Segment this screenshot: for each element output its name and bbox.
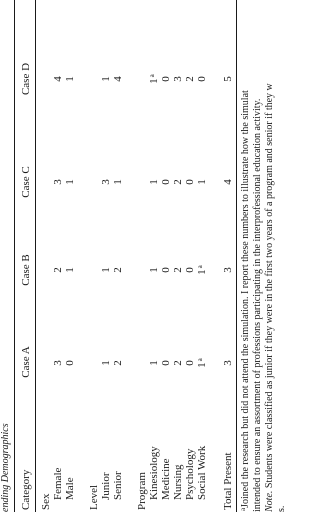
- footnote-marker: a: [196, 265, 204, 269]
- cell-nursing-b: 2: [172, 267, 184, 273]
- cell-female-a: 3: [52, 360, 64, 366]
- cell-female-b: 2: [52, 267, 64, 273]
- header-case-b: Case B: [20, 254, 32, 286]
- cell-social-work-a-value: 1: [196, 362, 208, 368]
- cell-female-c: 3: [52, 179, 64, 185]
- note-text: Students were classified as junior if they were in the first two years of a program and senior if they w: [264, 83, 275, 491]
- cell-junior-b: 1: [100, 267, 112, 273]
- cell-kinesiology-c: 1: [148, 179, 160, 185]
- row-label-social-work: Social Work: [196, 445, 208, 500]
- bottom-rule: [236, 0, 237, 512]
- header-rule: [35, 0, 36, 512]
- row-label-psychology: Psychology: [184, 448, 196, 500]
- cell-psychology-a: 0: [184, 360, 196, 366]
- cell-medicine-b: 0: [160, 267, 172, 273]
- footnote-a-marker: a: [239, 507, 247, 511]
- cell-social-work-c: 1: [196, 179, 208, 185]
- row-label-medicine: Medicine: [160, 458, 172, 500]
- footnote-a-continued: intended to ensure an assortment of professions participating in the interprofessional education activity.: [252, 98, 263, 512]
- cell-junior-d: 1: [100, 76, 112, 82]
- cell-senior-b: 2: [112, 267, 124, 273]
- cell-psychology-b: 0: [184, 267, 196, 273]
- cell-psychology-d: 2: [184, 76, 196, 82]
- table-note-continued: s.: [276, 505, 287, 512]
- cell-male-a: 0: [64, 360, 76, 366]
- cell-total-a: 3: [222, 360, 234, 366]
- cell-kinesiology-b: 1: [148, 267, 160, 273]
- cell-psychology-c: 0: [184, 179, 196, 185]
- footnote-a: [240, 90, 251, 512]
- cell-kinesiology-a: 1: [148, 360, 160, 366]
- cell-social-work-b: [196, 255, 208, 285]
- cell-nursing-a: 2: [172, 360, 184, 366]
- table-note: [264, 83, 275, 512]
- cell-junior-a: 1: [100, 360, 112, 366]
- header-case-c: Case C: [20, 166, 32, 198]
- row-label-male: Male: [64, 477, 76, 500]
- footnote-marker: a: [148, 74, 156, 78]
- section-title-program: Program: [136, 472, 148, 510]
- cell-kinesiology-d: [148, 64, 160, 94]
- cell-junior-c: 3: [100, 179, 112, 185]
- cell-nursing-d: 3: [172, 76, 184, 82]
- cell-male-b: 1: [64, 267, 76, 273]
- row-label-junior: Junior: [100, 472, 112, 500]
- section-title-sex: Sex: [40, 493, 52, 510]
- cell-nursing-c: 2: [172, 179, 184, 185]
- note-label: Note.: [264, 490, 275, 512]
- footnote-a-text: Joined the research but did not attend the simulation. I report these numbers to illustrate how the simulat: [240, 90, 251, 508]
- row-label-kinesiology: Kinesiology: [148, 446, 160, 500]
- cell-male-c: 1: [64, 179, 76, 185]
- footnote-marker: a: [196, 358, 204, 362]
- table-caption: ending Demographics: [0, 423, 11, 512]
- cell-social-work-d: 0: [196, 76, 208, 82]
- cell-male-d: 1: [64, 76, 76, 82]
- cell-social-work-a: [196, 348, 208, 378]
- row-label-total-present: Total Present: [222, 452, 234, 510]
- cell-senior-c: 1: [112, 179, 124, 185]
- section-title-level: Level: [88, 484, 100, 510]
- header-category: Category: [20, 469, 32, 510]
- row-label-nursing: Nursing: [172, 464, 184, 500]
- cell-medicine-a: 0: [160, 360, 172, 366]
- cell-senior-d: 4: [112, 76, 124, 82]
- cell-total-d: 5: [222, 76, 234, 82]
- cell-social-work-b-value: 1: [196, 269, 208, 275]
- cell-medicine-d: 0: [160, 76, 172, 82]
- cell-total-b: 3: [222, 267, 234, 273]
- cell-kinesiology-d-value: 1: [148, 78, 160, 84]
- header-case-a: Case A: [20, 346, 32, 378]
- cell-medicine-c: 0: [160, 179, 172, 185]
- row-label-female: Female: [52, 467, 64, 500]
- cell-total-c: 4: [222, 179, 234, 185]
- cell-female-d: 4: [52, 76, 64, 82]
- top-rule: [14, 0, 15, 512]
- cell-senior-a: 2: [112, 360, 124, 366]
- header-case-d: Case D: [20, 62, 32, 96]
- row-label-senior: Senior: [112, 471, 124, 500]
